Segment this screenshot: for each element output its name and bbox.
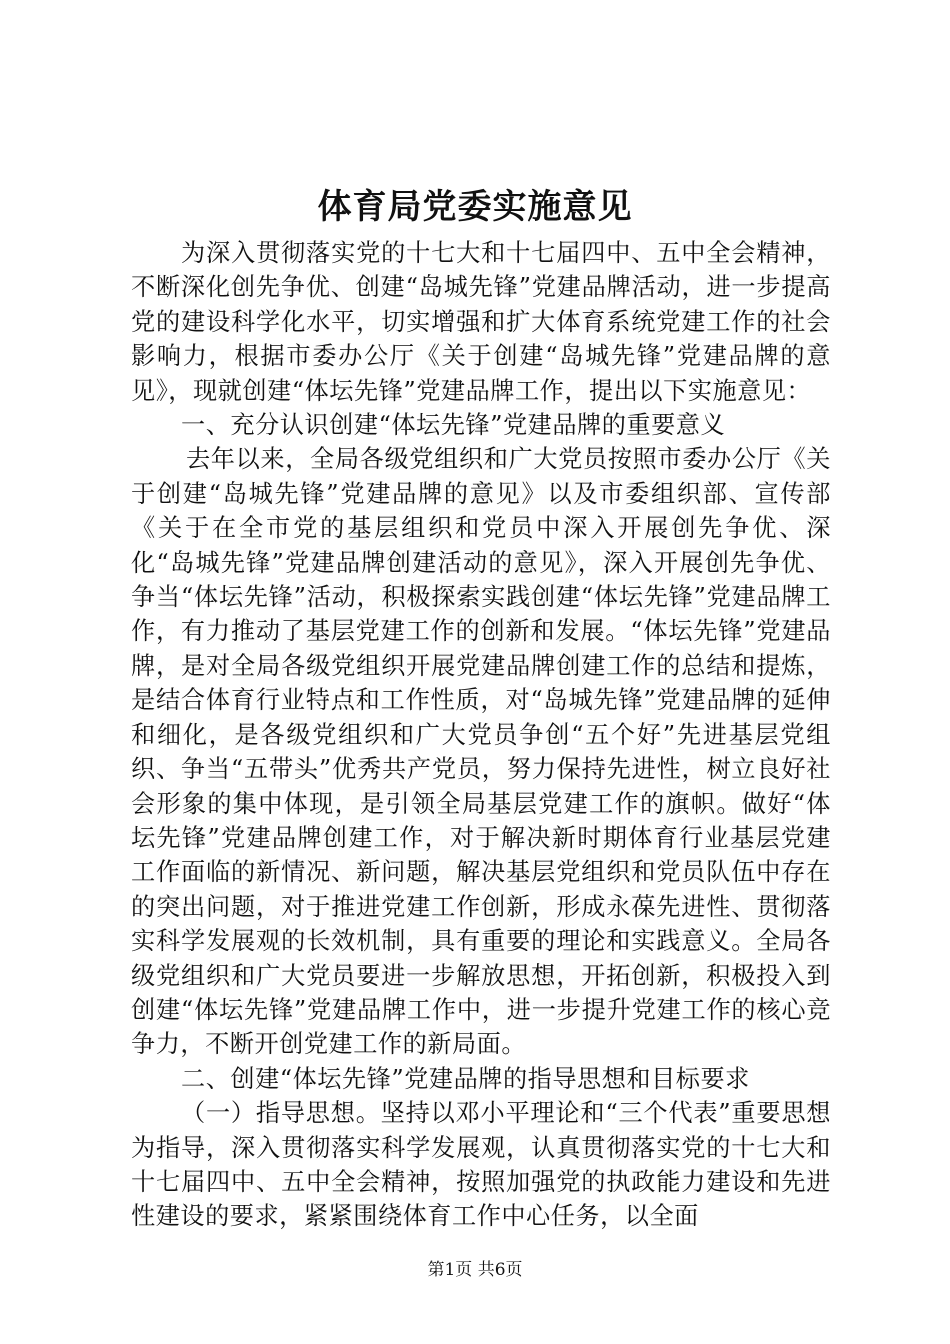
section-heading-2: 二、创建“体坛先锋”党建品牌的指导思想和目标要求 [181, 1064, 750, 1093]
page-footer: 第1页 共6页 [427, 1260, 523, 1280]
document-body [131, 236, 831, 1234]
section-heading-1: 一、充分认识创建“体坛先锋”党建品牌的重要意义 [181, 411, 726, 440]
intro-paragraph: 为深入贯彻落实党的十七大和十七届四中、五中全会精神，不断深化创先争优、创建“岛城先锋”党建品牌活动，进一步提高党的建设科学化水平，切实增强和扩大体育系统党建工作的社会影响力，根据市委办公厅《关于创建“岛城先锋”党建品牌的意见》，现就创建“体坛先锋”党建品牌工作，提出以下实施意见： [131, 239, 831, 405]
guiding-ideology-paragraph: （一）指导思想。坚持以邓小平理论和“三个代表”重要思想为指导，深入贯彻落实科学发展观，认真贯彻落实党的十七大和十七届四中、五中全会精神，按照加强党的执政能力建设和先进性建设的要求，紧紧围绕体育工作中心任务，以全面 [131, 1099, 831, 1231]
section-1-paragraph: 去年以来，全局各级党组织和广大党员按照市委办公厅《关于创建“岛城先锋”党建品牌的意见》以及市委组织部、宣传部《关于在全市党的基层组织和党员中深入开展创先争优、深化“岛城先锋”党建品牌创建活动的意见》，深入开展创先争优、争当“体坛先锋”活动，积极探索实践创建“体坛先锋”党建品牌工作，有力推动了基层党建工作的创新和发展。“体坛先锋”党建品牌，是对全局各级党组织开展党建品牌创建工作的总结和提炼，是结合体育行业特点和工作性质，对“岛城先锋”党建品牌的延伸和细化，是各级党组织和广大党员争创“五个好”先进基层党组织、争当“五带头”优秀共产党员，努力保持先进性，树立良好社会形象的集中体现，是引领全局基层党建工作的旗帜。做好“体坛先锋”党建品牌创建工作，对于解决新时期体育行业基层党建工作面临的新情况、新问题，解决基层党组织和党员队伍中存在的突出问题，对于推进党建工作创新，形成永葆先进性、贯彻落实科学发展观的长效机制，具有重要的理论和实践意义。全局各级党组织和广大党员要进一步解放思想，开拓创新，积极投入到创建“体坛先锋”党建品牌工作中，进一步提升党建工作的核心竞争力，不断开创党建工作的新局面。 [131, 445, 831, 1059]
document-title: 体育局党委实施意见 [317, 187, 633, 227]
